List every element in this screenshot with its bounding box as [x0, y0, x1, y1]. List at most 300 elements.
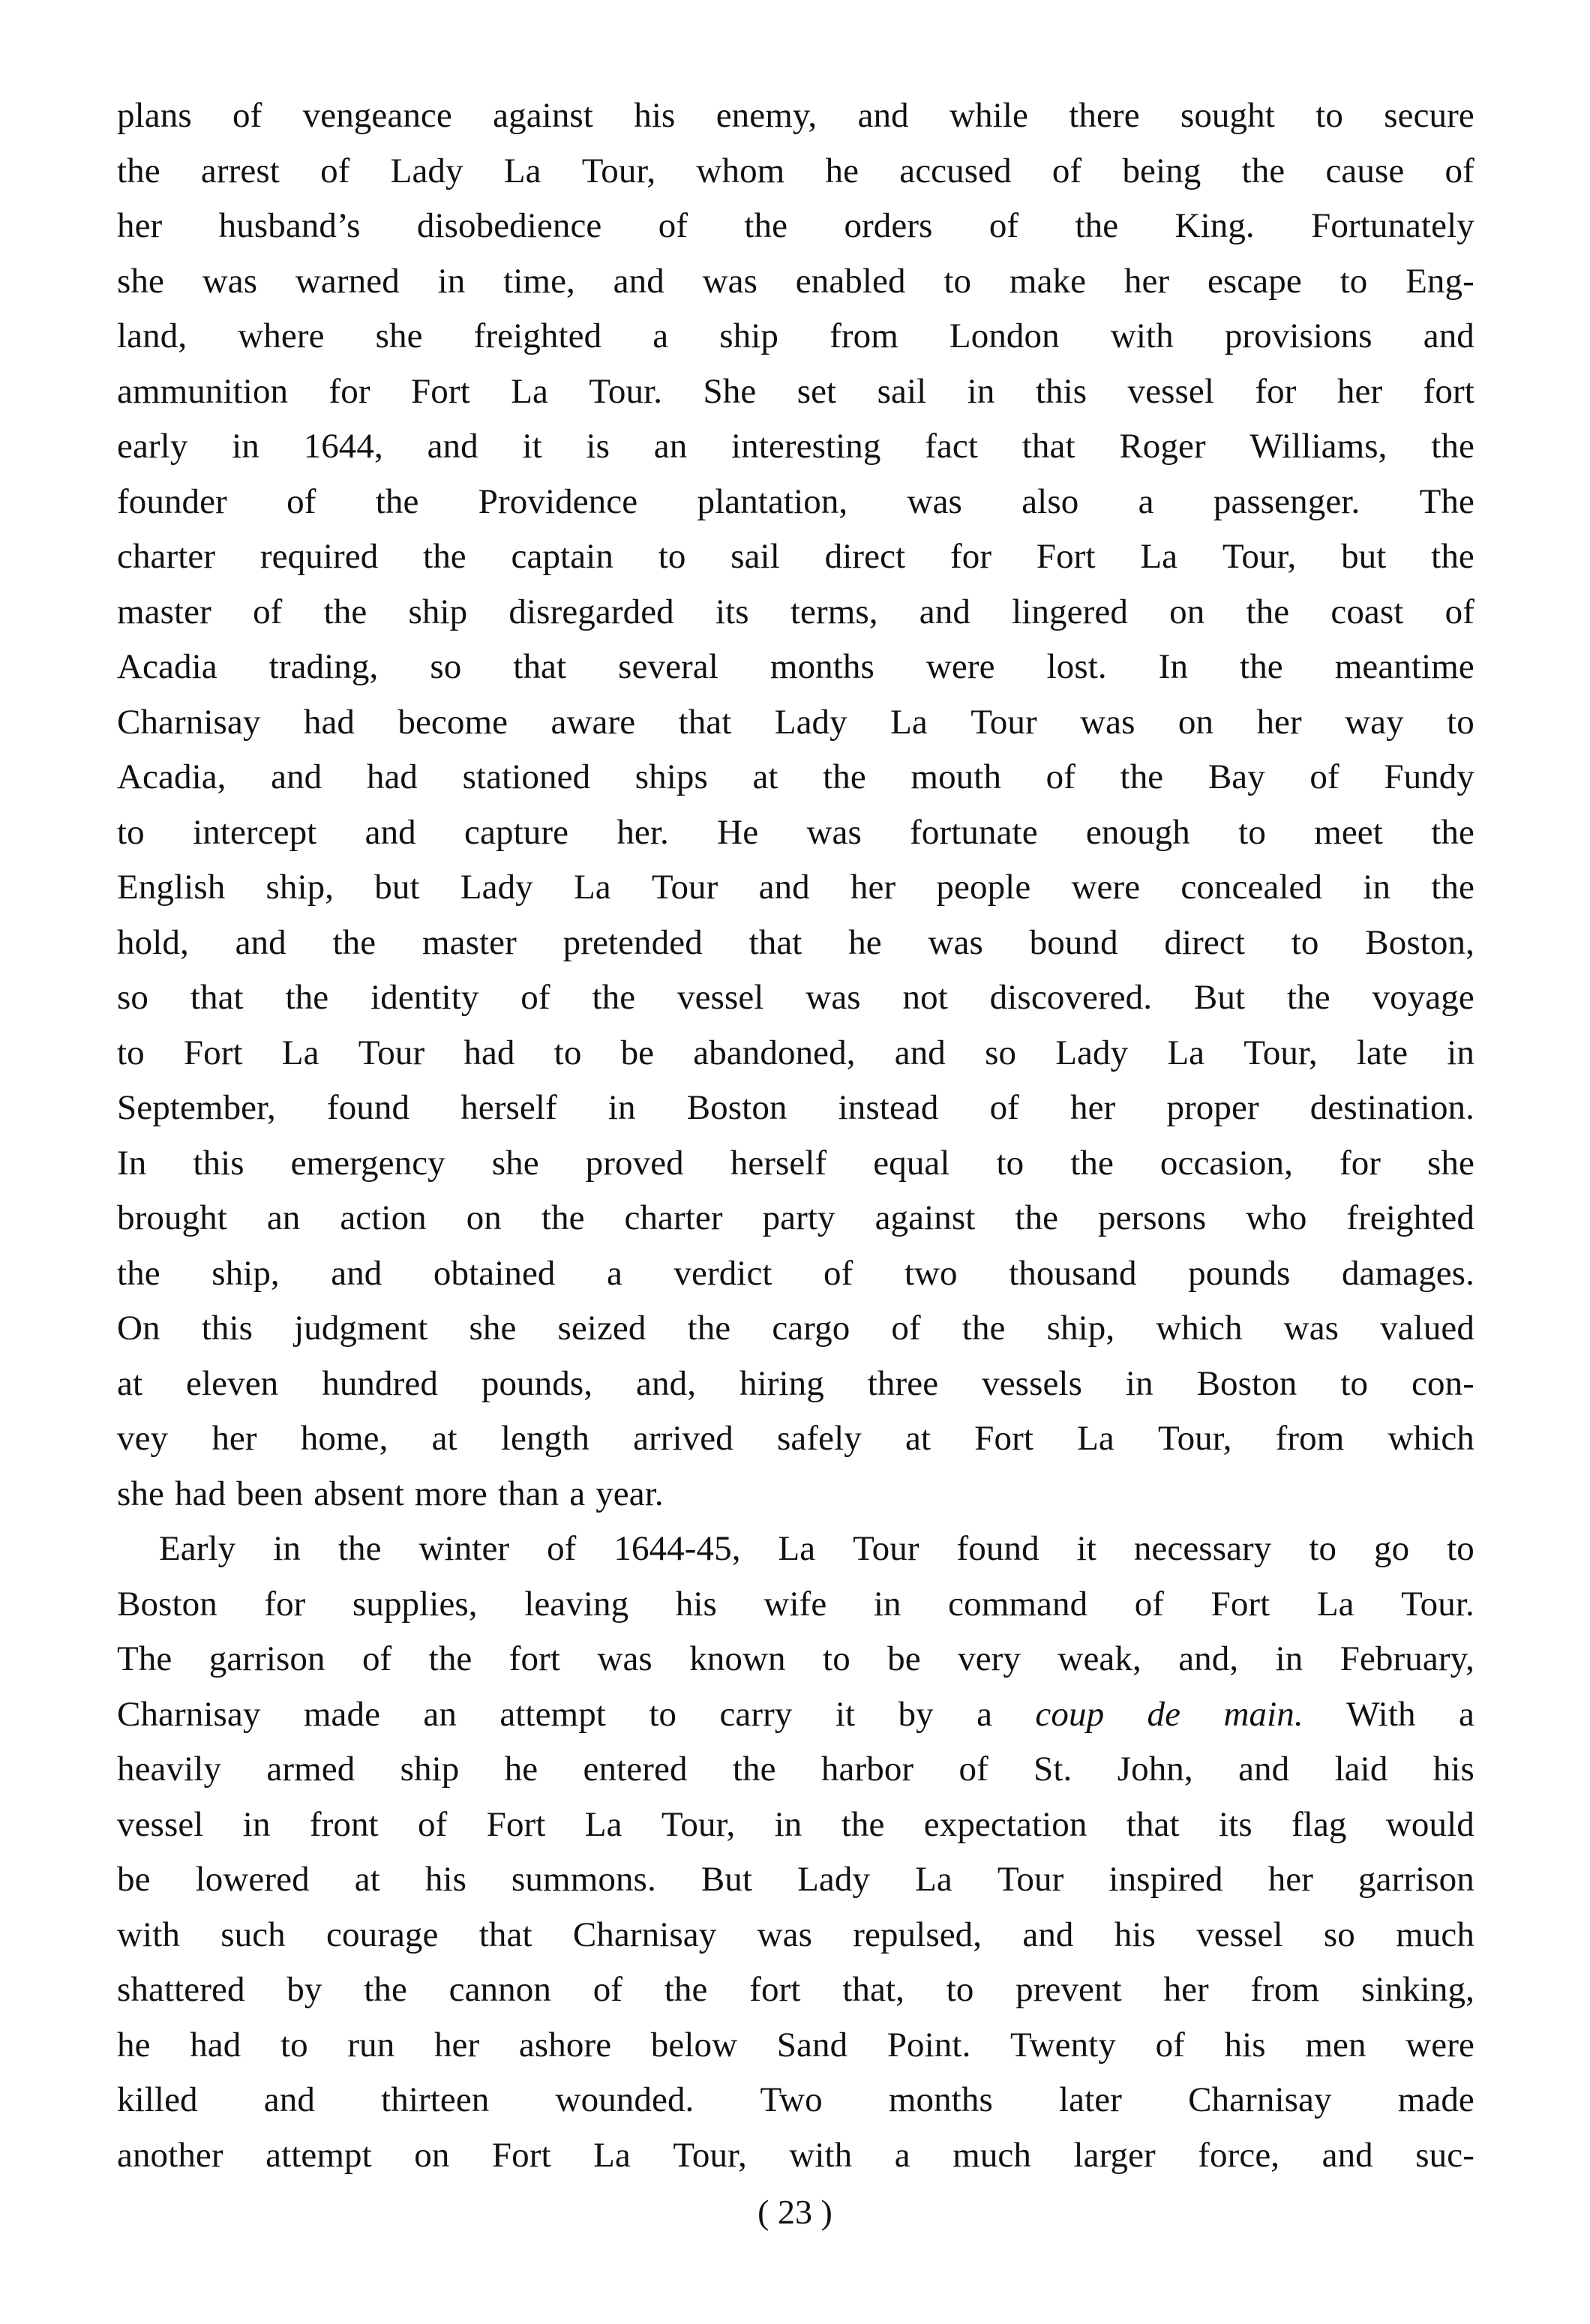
text-line — [117, 1687, 1474, 1743]
word: disobedience — [416, 206, 602, 245]
word: Tour, — [581, 151, 656, 190]
word: to — [117, 1033, 145, 1072]
word: Tour — [853, 1529, 920, 1568]
word: the — [375, 481, 419, 521]
word: of — [1310, 757, 1340, 796]
word: people — [936, 868, 1031, 907]
text-line — [117, 585, 1474, 640]
word: his — [675, 1584, 717, 1624]
word: there — [1069, 96, 1140, 135]
word: Providence — [478, 481, 638, 521]
word: fortunate — [910, 812, 1038, 852]
word: to — [1238, 812, 1266, 852]
word: it — [1076, 1529, 1096, 1568]
word: which — [1388, 1419, 1474, 1458]
text-line — [117, 805, 1474, 861]
word: heavily — [117, 1750, 222, 1789]
word: thirteen — [381, 2080, 490, 2119]
word: escape — [1207, 261, 1302, 301]
word: year. — [596, 1474, 664, 1513]
word: of — [824, 1253, 854, 1293]
word: this — [1035, 371, 1088, 411]
word: Tour, — [1158, 1419, 1232, 1458]
word: meet — [1314, 812, 1383, 852]
word: to — [1316, 96, 1343, 135]
word: La — [1316, 1584, 1354, 1624]
word: become — [398, 702, 508, 742]
word: enough — [1085, 812, 1190, 852]
word: damages. — [1341, 1253, 1474, 1293]
word: the — [1431, 537, 1474, 576]
word: so — [1323, 1915, 1355, 1954]
word: Point. — [886, 2025, 971, 2065]
word: for — [1255, 371, 1297, 411]
word: at — [431, 1419, 458, 1458]
text-line — [117, 144, 1474, 199]
word: so — [430, 647, 462, 686]
word: meantime — [1334, 647, 1474, 686]
word: 1644, — [303, 427, 383, 466]
word: The — [1419, 481, 1474, 521]
word: sail — [730, 537, 780, 576]
word: Fort — [491, 2135, 551, 2175]
word: of — [520, 978, 550, 1017]
word: to — [1340, 261, 1368, 301]
word: voyage — [1372, 978, 1474, 1017]
word: King. — [1174, 206, 1255, 245]
word: to — [996, 1143, 1024, 1183]
word: entered — [583, 1750, 688, 1789]
word: ship, — [266, 868, 334, 907]
word: prevent — [1016, 1970, 1122, 2009]
word: lost. — [1046, 647, 1107, 686]
word: by — [286, 1970, 322, 2009]
word: to — [946, 1970, 974, 2009]
word: the — [1431, 427, 1474, 466]
word: February, — [1340, 1639, 1474, 1678]
word: Tour — [997, 1860, 1064, 1899]
word: a — [652, 316, 669, 355]
word: but — [374, 868, 420, 907]
word: for — [950, 537, 992, 576]
text-line — [117, 2073, 1474, 2128]
word: where — [238, 316, 325, 355]
text-line — [117, 1467, 1474, 1522]
word: verdict — [674, 1253, 772, 1293]
word: that — [678, 702, 732, 742]
text-line — [117, 640, 1474, 695]
word: with — [117, 1915, 180, 1954]
word: her — [1163, 1970, 1209, 2009]
word: coup — [1035, 1694, 1105, 1734]
text-line — [117, 199, 1474, 254]
word: La — [915, 1860, 952, 1899]
text-line — [117, 1246, 1474, 1302]
word: to — [280, 2025, 308, 2065]
word: Lady — [797, 1860, 871, 1899]
word: aware — [550, 702, 636, 742]
word: and, — [1178, 1639, 1239, 1678]
word: con- — [1412, 1363, 1474, 1403]
word: and — [613, 261, 664, 301]
word: warned — [295, 261, 400, 301]
word: capture — [464, 812, 569, 852]
word: men — [1305, 2025, 1366, 2065]
word: vessel — [1196, 1915, 1283, 1954]
word: was — [806, 812, 862, 852]
word: repulsed, — [853, 1915, 982, 1954]
word: Twenty — [1010, 2025, 1116, 2065]
word: In — [117, 1143, 147, 1183]
word: whom — [696, 151, 785, 190]
word: garrison — [1358, 1860, 1474, 1899]
word: wife — [764, 1584, 827, 1624]
word: La — [890, 702, 928, 742]
word: in — [242, 1804, 271, 1844]
word: eleven — [186, 1363, 279, 1403]
word: weak, — [1058, 1639, 1142, 1678]
word: hiring — [739, 1363, 824, 1403]
word: In — [1158, 647, 1189, 686]
word: she — [375, 316, 423, 355]
text-line — [117, 860, 1474, 916]
word: destination. — [1310, 1088, 1474, 1127]
word: his — [634, 96, 676, 135]
word: a — [606, 1253, 622, 1293]
word: plantation, — [697, 481, 848, 521]
word: enabled — [795, 261, 906, 301]
word: was — [202, 261, 258, 301]
word: another — [117, 2135, 224, 2175]
word: months — [770, 647, 874, 686]
word: in — [1125, 1363, 1154, 1403]
text-line — [117, 309, 1474, 364]
word: also — [1022, 481, 1079, 521]
word: pretended — [562, 922, 703, 962]
word: ships — [634, 757, 708, 796]
word: and — [894, 1033, 946, 1072]
word: Charnisay — [1188, 2080, 1332, 2119]
text-line — [117, 1301, 1474, 1357]
word: identity — [370, 978, 479, 1017]
word: at — [354, 1860, 380, 1899]
word: shattered — [117, 1970, 245, 2009]
word: La — [503, 151, 542, 190]
word: was — [1080, 702, 1136, 742]
word: Tour — [651, 868, 718, 907]
text-line — [117, 970, 1474, 1026]
word: Lady — [1055, 1033, 1129, 1072]
word: from — [1250, 1970, 1320, 2009]
word: and — [331, 1253, 382, 1293]
word: La — [593, 2135, 631, 2175]
word: Bay — [1208, 757, 1265, 796]
word: ship, — [212, 1253, 280, 1293]
text-line — [117, 1411, 1474, 1467]
word: discovered. — [989, 978, 1153, 1017]
word: Tour, — [661, 1804, 736, 1844]
word: vessels — [982, 1363, 1082, 1403]
word: he — [848, 922, 882, 962]
word: vengeance — [302, 96, 452, 135]
word: his — [424, 1860, 467, 1899]
word: inspired — [1108, 1860, 1223, 1899]
word: Boston, — [1365, 922, 1474, 962]
word: her — [1256, 702, 1302, 742]
word: Tour — [970, 702, 1037, 742]
word: such — [220, 1915, 286, 1954]
word: wounded. — [555, 2080, 694, 2119]
word: and — [1423, 316, 1474, 355]
word: it — [835, 1694, 856, 1734]
word: occasion, — [1160, 1143, 1293, 1183]
word: to — [1447, 702, 1474, 742]
word: her — [212, 1419, 257, 1458]
word: sinking, — [1361, 1970, 1474, 2009]
word: in — [608, 1088, 636, 1127]
word: main. — [1223, 1694, 1304, 1734]
word: plans — [117, 96, 192, 135]
word: direct — [824, 537, 906, 576]
word: that, — [842, 1970, 904, 2009]
word: vessel — [1127, 371, 1214, 411]
word: cargo — [772, 1309, 850, 1348]
word: in — [967, 371, 995, 411]
word: to — [658, 537, 686, 576]
word: than — [497, 1474, 560, 1513]
word: fact — [925, 427, 979, 466]
word: found — [326, 1088, 410, 1127]
word: his — [1114, 1915, 1156, 1954]
word: the — [285, 978, 329, 1017]
word: flag — [1292, 1804, 1347, 1844]
word: on — [1169, 592, 1205, 631]
word: of — [232, 96, 262, 135]
word: in — [1447, 1033, 1474, 1072]
word: of — [1052, 151, 1082, 190]
word: that — [748, 922, 802, 962]
word: proper — [1166, 1088, 1259, 1127]
word: found — [956, 1529, 1040, 1568]
word: the — [1240, 647, 1283, 686]
word: leaving — [524, 1584, 629, 1624]
word: Fort — [1036, 537, 1096, 576]
word: she — [117, 1474, 164, 1513]
word: the — [1015, 1198, 1059, 1237]
word: from — [830, 316, 898, 355]
word: charter — [624, 1198, 723, 1237]
word: to — [1291, 922, 1319, 962]
word: the — [1241, 151, 1286, 190]
word: She — [703, 371, 757, 411]
word: it — [522, 427, 542, 466]
word: the — [592, 978, 636, 1017]
word: Lady — [774, 702, 848, 742]
word: months — [888, 2080, 993, 2119]
word: while — [950, 96, 1028, 135]
word: the — [962, 1309, 1006, 1348]
word: of — [1444, 151, 1474, 190]
word: of — [592, 1970, 623, 2009]
word: its — [1219, 1804, 1252, 1844]
word: Eng- — [1406, 261, 1474, 301]
word: in — [1363, 868, 1391, 907]
word: larger — [1073, 2135, 1156, 2175]
word: and — [271, 757, 322, 796]
text-line — [117, 88, 1474, 144]
word: he — [504, 1750, 538, 1789]
word: she — [117, 261, 164, 301]
word: known — [689, 1639, 786, 1678]
word: in — [232, 427, 260, 466]
text-line — [117, 1081, 1474, 1136]
word: a — [894, 2135, 910, 2175]
text-line — [117, 750, 1474, 805]
word: Lady — [390, 151, 464, 190]
word: Fort — [974, 1419, 1034, 1458]
word: had — [366, 757, 418, 796]
word: and — [263, 2080, 315, 2119]
word: with — [1110, 316, 1174, 355]
word: master — [422, 922, 517, 962]
word: her — [434, 2025, 480, 2065]
word: action — [340, 1198, 427, 1237]
text-line — [117, 916, 1474, 971]
word: master — [117, 592, 212, 631]
word: interesting — [731, 427, 881, 466]
word: so — [117, 978, 148, 1017]
word: ship, — [1046, 1309, 1115, 1348]
word: of — [958, 1750, 988, 1789]
word: accused — [899, 151, 1012, 190]
word: Lady — [460, 868, 533, 907]
word: Fortunately — [1311, 206, 1474, 245]
word: ammunition — [117, 371, 289, 411]
text-line — [117, 419, 1474, 475]
word: carry — [719, 1694, 793, 1734]
text-line — [117, 1852, 1474, 1908]
word: sought — [1180, 96, 1275, 135]
word: her — [1268, 1860, 1313, 1899]
word: the — [541, 1198, 585, 1237]
word: the — [428, 1639, 472, 1678]
word: Fort — [1210, 1584, 1270, 1624]
word: be — [887, 1639, 921, 1678]
word: ship — [408, 592, 468, 631]
word: and — [919, 592, 970, 631]
word: command — [948, 1584, 1088, 1624]
word: his — [1224, 2025, 1266, 2065]
word: La — [1077, 1419, 1114, 1458]
word: winter — [418, 1529, 510, 1568]
word: direct — [1164, 922, 1246, 962]
word: that — [1126, 1804, 1180, 1844]
word: on — [414, 2135, 450, 2175]
word: of — [418, 1804, 448, 1844]
word: Charnisay — [117, 1694, 261, 1734]
word: with — [789, 2135, 853, 2175]
word: suc- — [1415, 2135, 1474, 2175]
word: the — [732, 1750, 776, 1789]
word: three — [867, 1363, 939, 1403]
word: of — [1444, 592, 1474, 631]
word: was — [907, 481, 962, 521]
word: set — [796, 371, 837, 411]
word: the — [1070, 1143, 1114, 1183]
word: Acadia, — [117, 757, 226, 796]
word: time, — [503, 261, 575, 301]
word: early — [117, 427, 188, 466]
word: at — [752, 757, 778, 796]
word: charter — [117, 537, 216, 576]
word: front — [309, 1804, 379, 1844]
word: coast — [1330, 592, 1404, 631]
word: hold, — [117, 922, 189, 962]
word: of — [286, 481, 316, 521]
word: its — [715, 592, 749, 631]
word: was — [597, 1639, 652, 1678]
word: party — [762, 1198, 836, 1237]
word: and — [857, 96, 909, 135]
word: Tour. — [589, 371, 663, 411]
word: disregarded — [508, 592, 674, 631]
word: had — [464, 1033, 515, 1072]
word: Charnisay — [117, 702, 261, 742]
word: the — [364, 1970, 407, 2009]
word: two — [904, 1253, 958, 1293]
word: harbor — [820, 1750, 914, 1789]
word: thousand — [1009, 1253, 1137, 1293]
word: an — [266, 1198, 301, 1237]
word: Two — [760, 2080, 823, 2119]
word: valued — [1380, 1309, 1474, 1348]
word: But — [1193, 978, 1246, 1017]
word: pounds — [1188, 1253, 1291, 1293]
word: of — [989, 1088, 1019, 1127]
word: of — [1155, 2025, 1185, 2065]
word: brought — [117, 1198, 227, 1237]
text-line — [117, 1742, 1474, 1798]
word: of — [891, 1309, 921, 1348]
word: freighted — [473, 316, 602, 355]
word: seized — [557, 1309, 646, 1348]
word: her — [1124, 261, 1170, 301]
word: force, — [1198, 2135, 1280, 2175]
word: so — [985, 1033, 1017, 1072]
word: of — [362, 1639, 392, 1678]
word: garrison — [208, 1639, 326, 1678]
word: below — [650, 2025, 738, 2065]
word: this — [193, 1143, 244, 1183]
text-line — [117, 1522, 1474, 1577]
word: ship — [719, 316, 779, 355]
word: the — [1246, 592, 1290, 631]
word: Fort — [486, 1804, 546, 1844]
word: concealed — [1180, 868, 1323, 907]
text-line — [117, 1963, 1474, 2018]
word: ashore — [518, 2025, 612, 2065]
text-line — [117, 364, 1474, 420]
word: from — [1275, 1419, 1345, 1458]
word: trading, — [268, 647, 379, 686]
word: attempt — [500, 1694, 606, 1734]
word: to — [1340, 1363, 1369, 1403]
word: vey — [117, 1419, 169, 1458]
word: arrest — [200, 151, 280, 190]
word: had — [303, 702, 356, 742]
word: founder — [117, 481, 227, 521]
word: La — [281, 1033, 320, 1072]
